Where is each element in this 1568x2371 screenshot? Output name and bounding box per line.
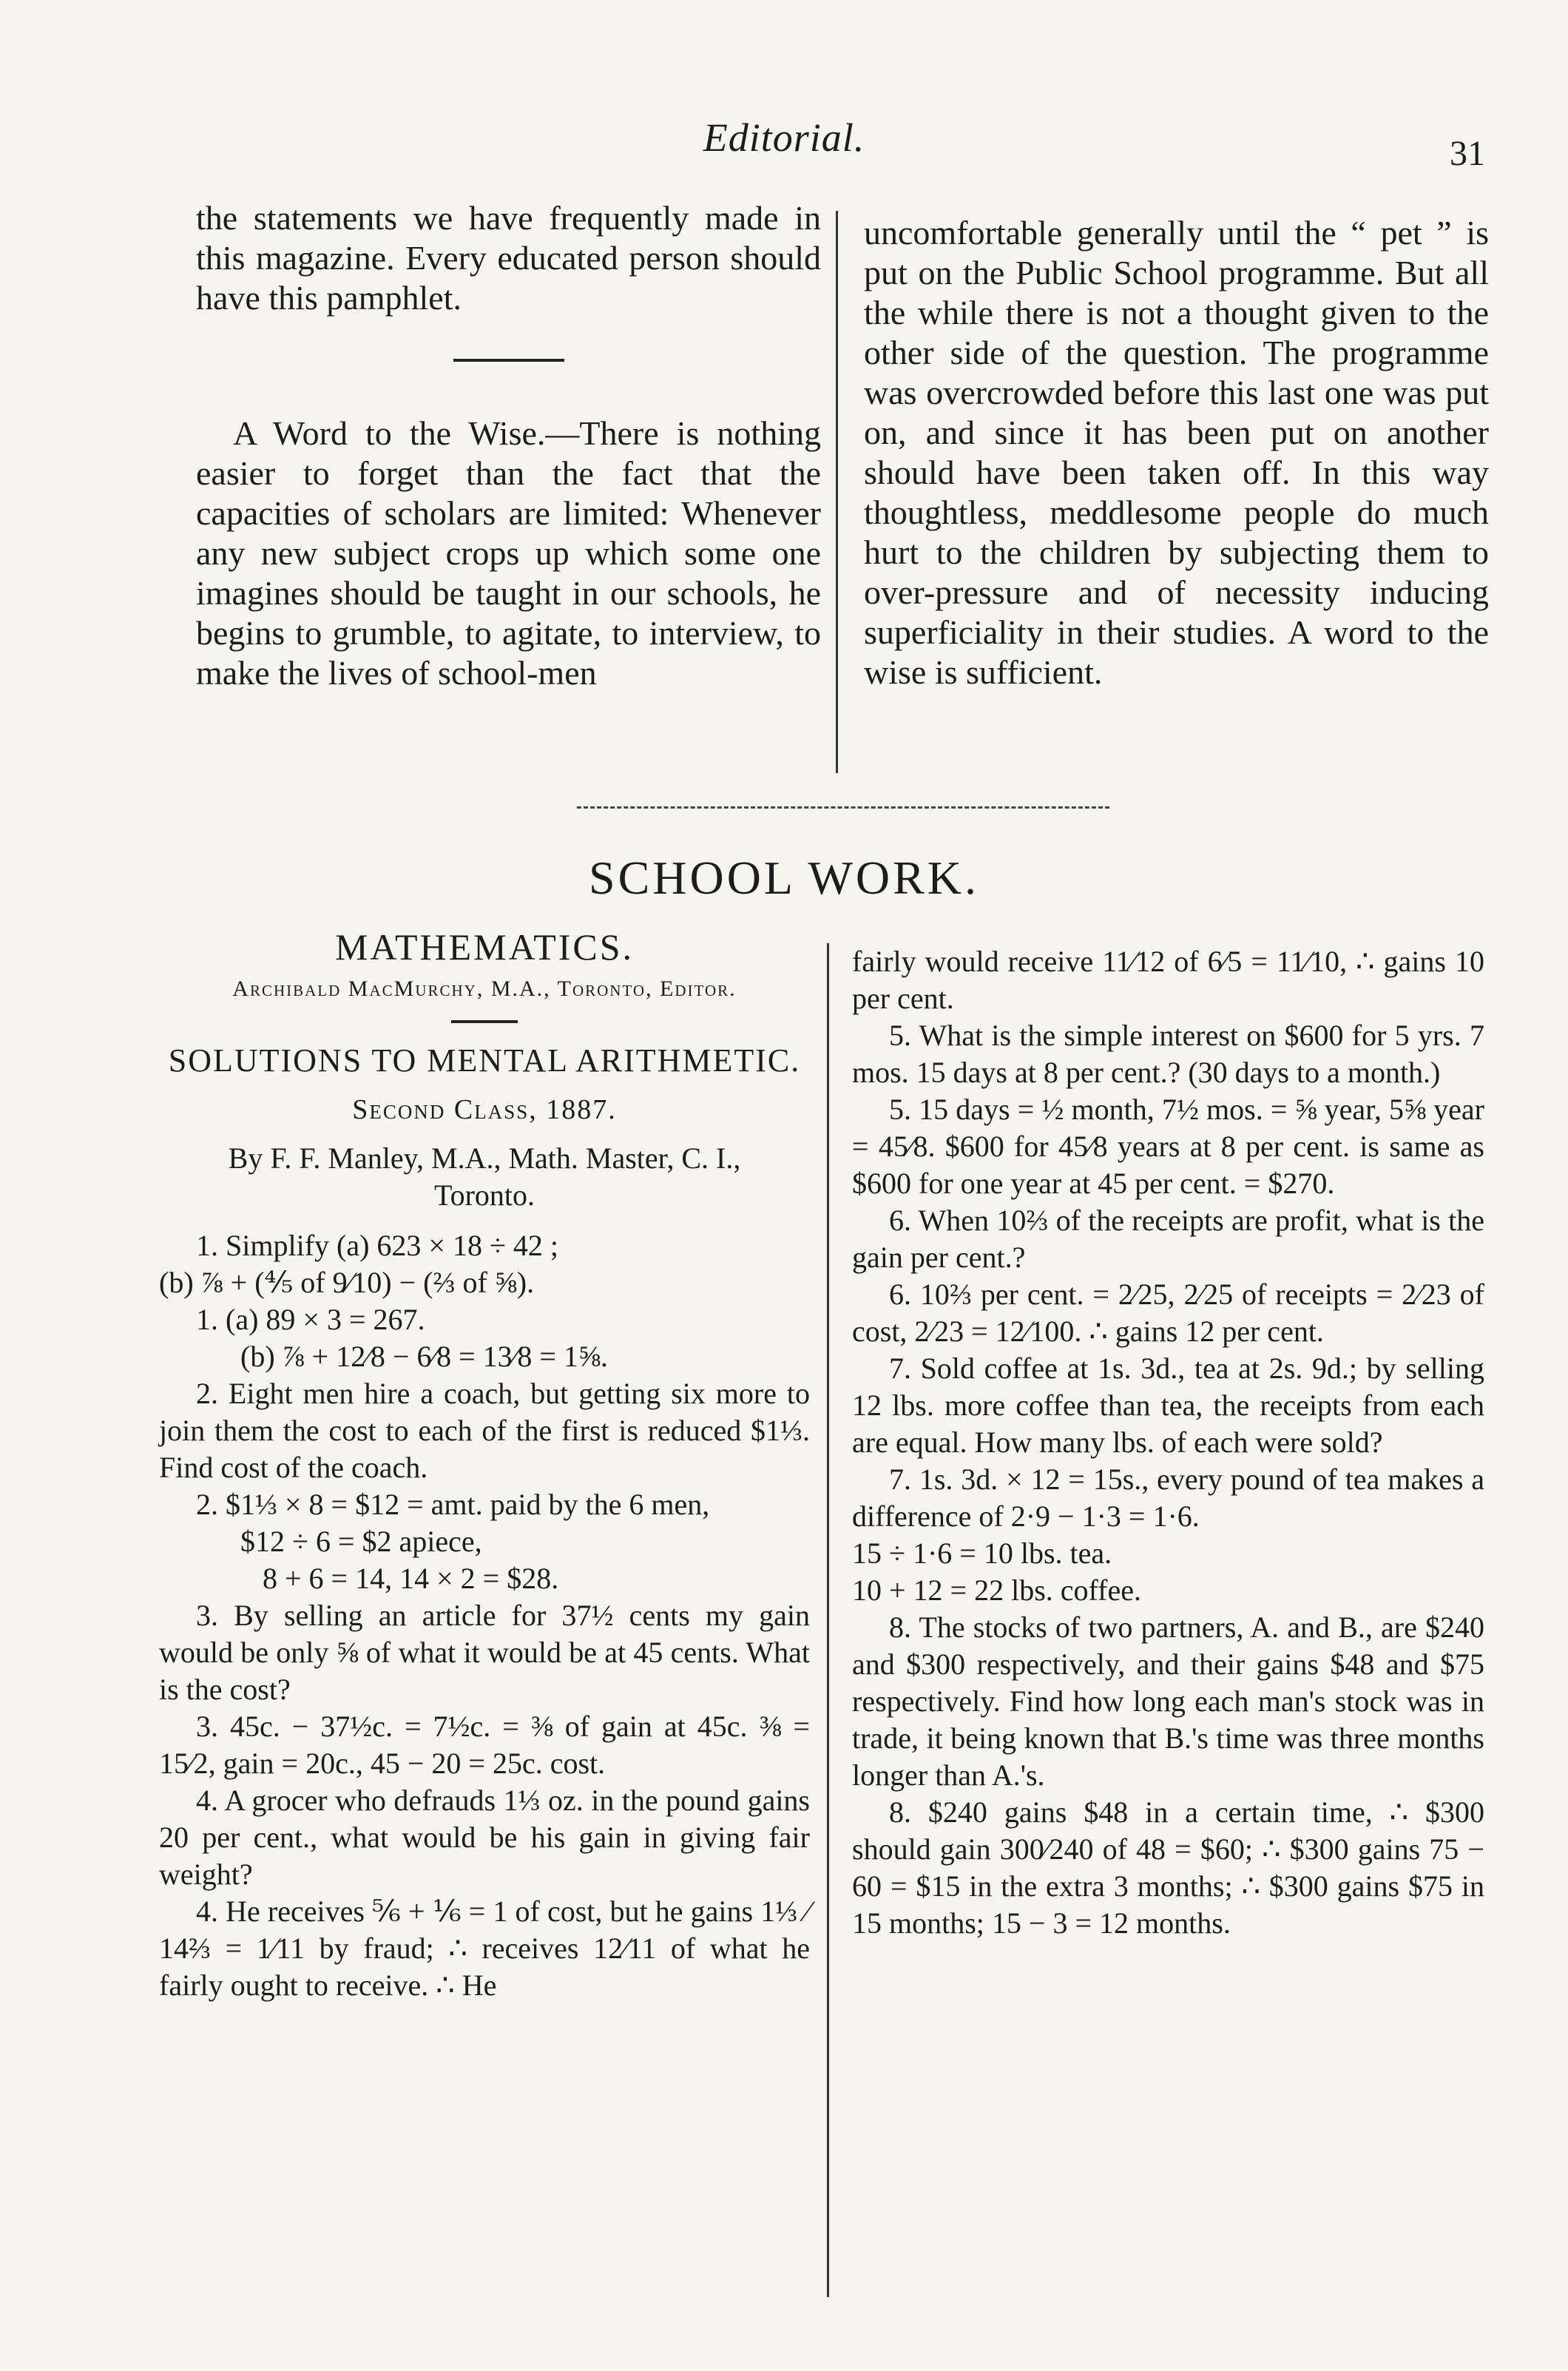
problem-item: 3. By selling an article for 37½ cents my gain would be only ⅝ of what it would be at 45 cents. What is the cost? bbox=[159, 1599, 810, 1706]
solution-item: (b) ⅞ + 12⁄8 − 6⁄8 = 13⁄8 = 1⅝. bbox=[240, 1340, 608, 1373]
problem-item: 6. When 10⅔ of the receipts are profit, what is the gain per cent.? bbox=[852, 1204, 1484, 1274]
editorial-left-column bbox=[196, 198, 821, 693]
class-heading: Second Class, 1887. bbox=[352, 1094, 617, 1125]
author-byline: By F. F. Manley, M.A., Math. Master, C. I., Toronto. bbox=[228, 1141, 741, 1212]
solution-item: 15 ÷ 1·6 = 10 lbs. tea. bbox=[852, 1537, 1112, 1570]
editorial-paragraph: A Word to the Wise.—There is nothing easier to forget than the fact that the capacities of scholars are limited: Whenever any new subject crops up which some one imagines should be taught in our schools, he begins to grumble, to agitate, to interview, to make the lives of school-men bbox=[196, 414, 821, 692]
column-divider bbox=[836, 211, 838, 773]
solution-item: 7. 1s. 3d. × 12 = 15s., every pound of tea makes a difference of 2·9 − 1·3 = 1·6. bbox=[852, 1463, 1484, 1533]
editorial-right-column bbox=[864, 213, 1489, 692]
solution-item: 5. 15 days = ½ month, 7½ mos. = ⅝ year, 5⅝ year = 45⁄8. $600 for 45⁄8 years at 8 per cent. is same as $600 for one year at 45 per cent. = $270. bbox=[852, 1093, 1484, 1200]
problem-item: 2. Eight men hire a coach, but getting six more to join them the cost to each of the first is reduced $1⅓. Find cost of the coach. bbox=[159, 1377, 810, 1484]
solution-item: 3. 45c. − 37½c. = 7½c. = ⅜ of gain at 45c. ⅜ = 15⁄2, gain = 20c., 45 − 20 = 25c. cost. bbox=[159, 1710, 810, 1780]
solution-item: 6. 10⅔ per cent. = 2⁄25, 2⁄25 of receipts = 2⁄23 of cost, 2⁄23 = 12⁄100. ∴ gains 12 per cent. bbox=[852, 1278, 1484, 1348]
editorial-paragraph: uncomfortable generally until the “ pet ” is put on the Public School programme. But all the while there is not a thought given to the other side of the question. The programme was overcrowded before this last one was put on, and since it has been put on another should have been taken off. In this way thoughtless, meddlesome people do much hurt to the children by subjecting them to over-pressure and of necessity inducing superficiality in their studies. A word to the wise is sufficient. bbox=[864, 214, 1489, 691]
solution-item: 2. $1⅓ × 8 = $12 = amt. paid by the 6 men, bbox=[196, 1488, 710, 1521]
section-title: SCHOOL WORK. bbox=[588, 851, 980, 904]
solution-item: 4. He receives ⅚ + ⅙ = 1 of cost, but he gains 1⅓ ⁄ 14⅔ = 1⁄11 by fraud; ∴ receives 12⁄11 of what he fairly ought to receive. ∴ He bbox=[159, 1895, 810, 2002]
problem-item: 8. The stocks of two partners, A. and B., are $240 and $300 respectively, and their gains $48 and $75 respectively. Find how long each man's stock was in trade, it being known that B.'s time was three months longer than A.'s. bbox=[852, 1611, 1484, 1792]
school-work-left-column bbox=[159, 928, 810, 2004]
problem-item: 4. A grocer who defrauds 1⅓ oz. in the pound gains 20 per cent., what would be his gain in giving fair weight? bbox=[159, 1784, 810, 1891]
section-divider bbox=[451, 1020, 518, 1023]
solution-item: 1. (a) 89 × 3 = 267. bbox=[196, 1303, 425, 1336]
section-divider bbox=[453, 359, 564, 362]
solution-item: $12 ÷ 6 = $2 apiece, bbox=[240, 1525, 482, 1558]
solution-item: 8. $240 gains $48 in a certain time, ∴ $300 should gain 300⁄240 of 48 = $60; ∴ $300 gains 75 − 60 = $15 in the extra 3 months; ∴ $300 gains $75 in 15 months; 15 − 3 = 12 months. bbox=[852, 1795, 1484, 1940]
problem-item: 1. Simplify (a) 623 × 18 ÷ 42 ; bbox=[196, 1229, 559, 1262]
column-divider bbox=[827, 943, 829, 2297]
problem-item: 7. Sold coffee at 1s. 3d., tea at 2s. 9d.; by selling 12 lbs. more coffee than tea, the receipts from each are equal. How many lbs. of each were sold? bbox=[852, 1352, 1484, 1459]
school-work-right-column bbox=[852, 943, 1484, 1942]
page-number: 31 bbox=[1450, 134, 1485, 173]
problem-item: (b) ⅞ + (⅘ of 9⁄10) − (⅔ of ⅝). bbox=[159, 1266, 535, 1299]
solutions-heading: SOLUTIONS TO MENTAL ARITHMETIC. bbox=[168, 1042, 801, 1079]
solution-item: 10 + 12 = 22 lbs. coffee. bbox=[852, 1574, 1141, 1607]
subject-heading: MATHEMATICS. bbox=[334, 926, 635, 968]
solution-item: 8 + 6 = 14, 14 × 2 = $28. bbox=[263, 1562, 559, 1595]
problem-item: 5. What is the simple interest on $600 for 5 yrs. 7 mos. 15 days at 8 per cent.? (30 days to a month.) bbox=[852, 1019, 1484, 1089]
running-title: Editorial. bbox=[703, 115, 865, 160]
editorial-paragraph: the statements we have frequently made in this magazine. Every educated person should have this pamphlet. bbox=[196, 199, 821, 317]
solution-item: fairly would receive 11⁄12 of 6⁄5 = 11⁄10, ∴ gains 10 per cent. bbox=[852, 945, 1484, 1015]
section-divider bbox=[577, 806, 1109, 809]
editor-byline: Archibald MacMurchy, M.A., Toronto, Editor. bbox=[232, 977, 737, 1001]
